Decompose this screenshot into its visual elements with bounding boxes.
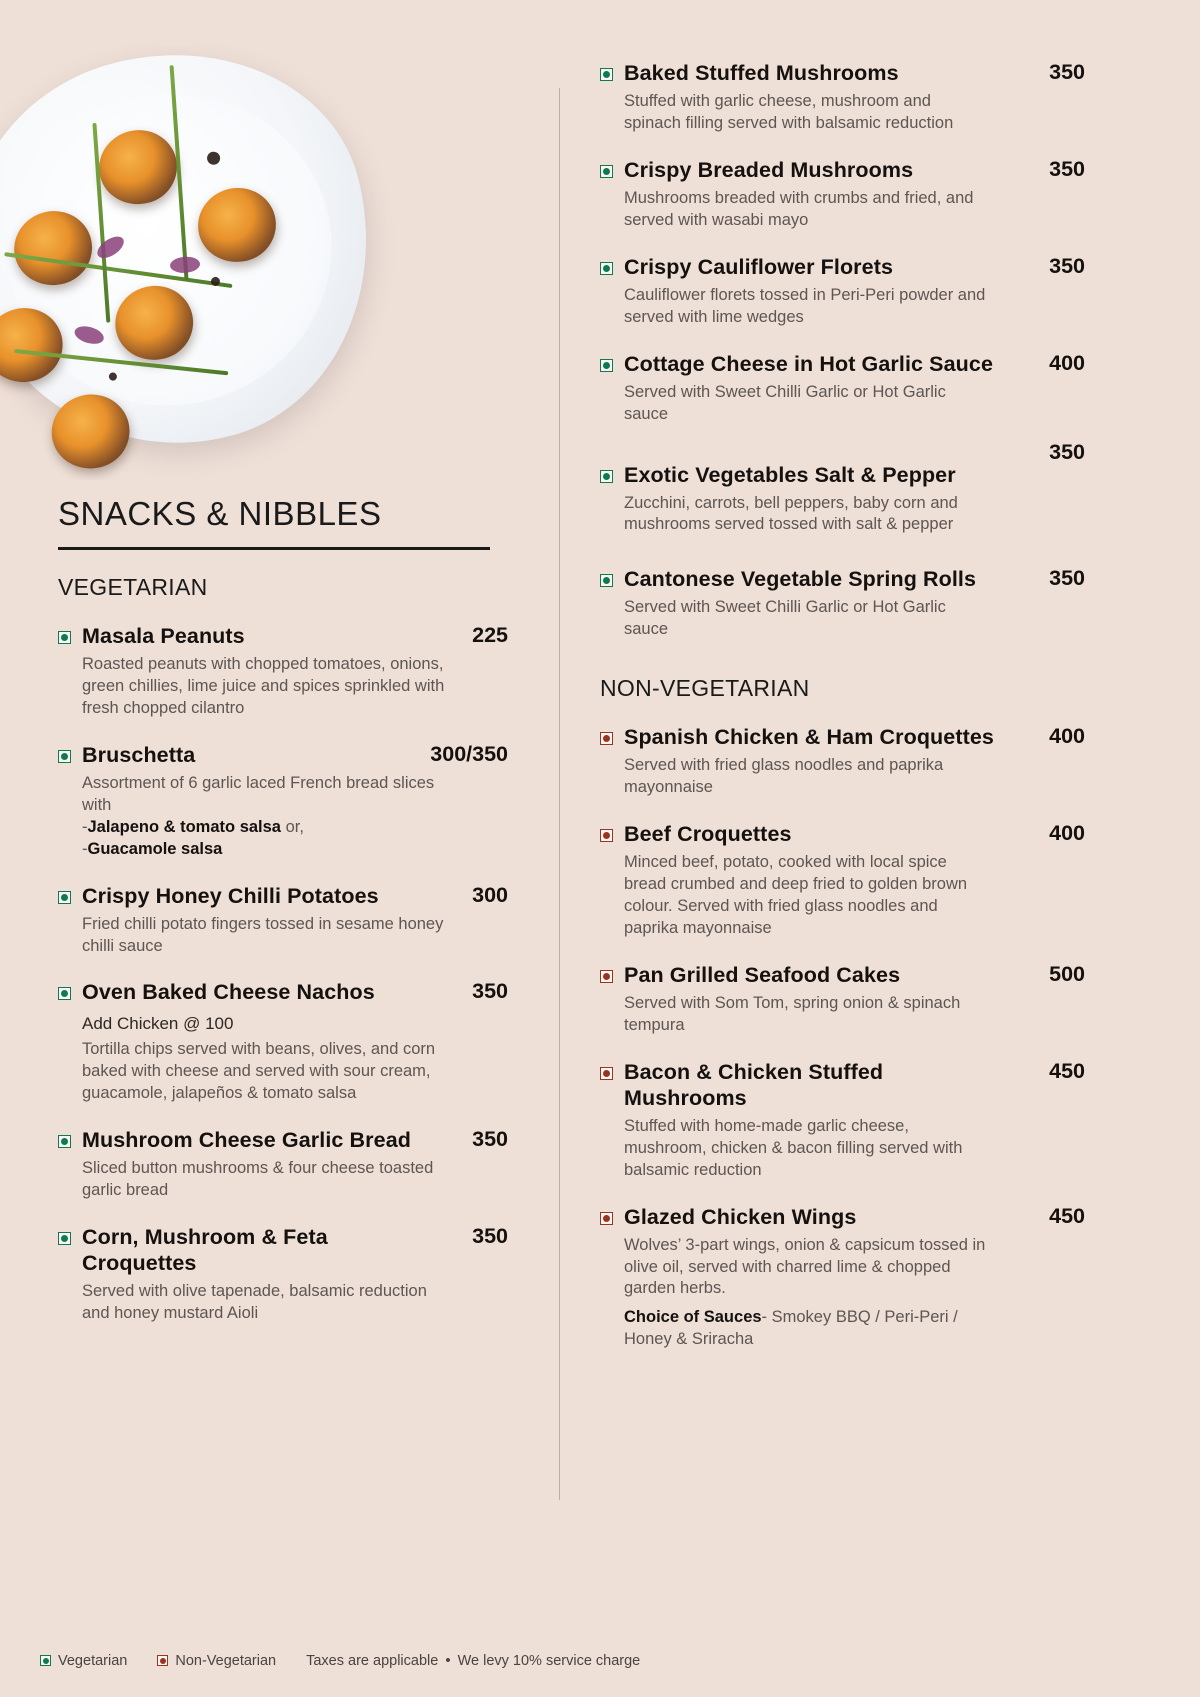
- non-vegetarian-marker-icon: [600, 1212, 613, 1225]
- menu-item-description: Stuffed with garlic cheese, mushroom and spinach filling served with balsamic reduction: [624, 92, 954, 132]
- menu-item-name: Crispy Breaded Mushrooms: [624, 157, 914, 182]
- legend-taxes-text: Taxes are applicable: [306, 1652, 439, 1669]
- menu-item-name: Crispy Cauliflower Florets: [624, 254, 894, 279]
- menu-item-price: 350: [472, 1127, 508, 1152]
- menu-item-description: Fried chilli potato fingers tossed in sesame honey chilli sauce: [82, 914, 444, 955]
- menu-item-header: [600, 439, 1085, 488]
- menu-item-description: Cauliflower florets tossed in Peri-Peri powder and served with lime wedges: [624, 285, 986, 326]
- menu-item-description: Roasted peanuts with chopped tomatoes, onions, green chillies, lime juice and spices sprinkled with fresh chopped cilantro: [82, 655, 445, 717]
- menu-item-price: 350: [1049, 253, 1085, 278]
- menu-item-header: [600, 821, 1085, 847]
- menu-item-description: Mushrooms breaded with crumbs and fried, and served with wasabi mayo: [624, 188, 974, 229]
- menu-item-name: Glazed Chicken Wings: [624, 1204, 857, 1229]
- section-heading-non-vegetarian: NON-VEGETARIAN: [600, 675, 810, 702]
- menu-item-name: Crispy Honey Chilli Potatoes: [82, 883, 379, 908]
- legend-non-vegetarian-label: Non-Vegetarian: [175, 1652, 277, 1669]
- menu-item-description: Zucchini, carrots, bell peppers, baby corn and mushrooms served tossed with salt & pepper: [624, 493, 958, 534]
- section-heading-vegetarian: VEGETARIAN: [58, 574, 208, 600]
- menu-item-addon-note: Add Chicken @ 100: [82, 1014, 234, 1034]
- vegetarian-marker-icon: [58, 750, 71, 763]
- menu-item-name: Bruschetta: [82, 742, 196, 767]
- menu-item-title-group: [58, 623, 432, 649]
- variant-name: Jalapeno & tomato salsa: [87, 817, 281, 836]
- menu-item-description: Served with olive tapenade, balsamic reduction and honey mustard Aioli: [82, 1282, 427, 1323]
- page-title: SNACKS & NIBBLES: [58, 495, 382, 532]
- left-column: [58, 495, 508, 1347]
- menu-item-title-group: [600, 724, 1009, 750]
- menu-item-name: Beef Croquettes: [624, 822, 792, 847]
- sauce-options-label: Choice of Sauces: [624, 1308, 762, 1327]
- menu-item-name: Pan Grilled Seafood Cakes: [624, 962, 901, 987]
- menu-item-price: 300/350: [430, 741, 508, 766]
- menu-item-title-group: [600, 351, 1009, 377]
- menu-item[interactable]: [58, 979, 508, 1105]
- menu-item-description: Served with Som Tom, spring onion & spinach tempura: [624, 993, 961, 1034]
- vegetarian-marker-icon: [600, 165, 613, 178]
- right-column: [600, 60, 1085, 1373]
- menu-item-name: Mushroom Cheese Garlic Bread: [82, 1128, 411, 1153]
- menu-item-header: [58, 742, 508, 768]
- menu-item-name: Exotic Vegetables Salt & Pepper: [624, 462, 956, 487]
- menu-item-price: 400: [1049, 821, 1085, 846]
- menu-item-price: 350: [1049, 439, 1085, 464]
- menu-item-name: Baked Stuffed Mushrooms: [624, 61, 899, 85]
- vegetarian-marker-icon: [40, 1655, 51, 1666]
- menu-item-title-group: [600, 1204, 1009, 1230]
- dish-photo: [0, 30, 430, 480]
- menu-item[interactable]: [600, 1204, 1085, 1352]
- menu-item-header: [600, 157, 1085, 183]
- plate-shape: [0, 30, 411, 480]
- menu-item-title-group: [600, 462, 1009, 488]
- menu-item-description: Sliced button mushrooms & four cheese toasted garlic bread: [82, 1159, 434, 1200]
- menu-item-title-group: [600, 566, 1009, 592]
- menu-item-price: 450: [1049, 1058, 1085, 1083]
- vegetarian-marker-icon: [600, 574, 613, 587]
- menu-item-header: [58, 1127, 508, 1153]
- menu-item[interactable]: [58, 1224, 508, 1325]
- menu-item-description: Served with Sweet Chilli Garlic or Hot Garlic sauce: [624, 382, 946, 423]
- non-vegetarian-marker-icon: [600, 1067, 613, 1080]
- menu-item[interactable]: [58, 742, 508, 861]
- non-vegetarian-marker-icon: [600, 732, 613, 745]
- sauce-options-text: - Smokey BBQ / Peri-Peri / Honey & Sriracha: [624, 1308, 958, 1349]
- vegetarian-marker-icon: [600, 262, 613, 275]
- vegetarian-marker-icon: [600, 470, 613, 483]
- vegetarian-marker-icon: [58, 1135, 71, 1148]
- menu-item-name: Cottage Cheese in Hot Garlic Sauce: [624, 351, 994, 376]
- menu-item[interactable]: [600, 821, 1085, 940]
- menu-item-name: Masala Peanuts: [82, 624, 245, 648]
- menu-item-price: 400: [1049, 350, 1085, 375]
- menu-item[interactable]: [600, 962, 1085, 1037]
- menu-item-price: 350: [472, 1224, 508, 1249]
- menu-item-price: 350: [472, 979, 508, 1004]
- vegetarian-marker-icon: [600, 68, 613, 81]
- menu-item[interactable]: [600, 60, 1085, 135]
- menu-item-name: Cantonese Vegetable Spring Rolls: [624, 567, 977, 592]
- menu-item[interactable]: [600, 254, 1085, 329]
- column-divider: [559, 88, 560, 1500]
- vegetarian-marker-icon: [58, 1232, 71, 1245]
- menu-item-description: Tortilla chips served with beans, olives, and corn baked with cheese and served with sour cream, guacamole, jalapeños & tomato salsa: [82, 1040, 436, 1103]
- menu-item[interactable]: [600, 157, 1085, 232]
- menu-item-price: 350: [1049, 156, 1085, 181]
- menu-item-title-group: [600, 821, 1009, 847]
- menu-item-title-group: [58, 742, 416, 768]
- menu-item-header: [600, 1204, 1085, 1230]
- menu-item-header: [600, 724, 1085, 750]
- menu-item-header: [58, 883, 508, 909]
- menu-item-header: [600, 60, 1085, 86]
- menu-item-variant-line: [82, 817, 508, 839]
- menu-item-header: [600, 1059, 1085, 1111]
- non-vegetarian-marker-icon: [600, 970, 613, 983]
- sauce-options: [624, 1307, 999, 1351]
- menu-item-price: 300: [472, 882, 508, 907]
- non-vegetarian-marker-icon: [600, 829, 613, 842]
- menu-item[interactable]: [58, 623, 508, 720]
- vegetarian-marker-icon: [58, 891, 71, 904]
- menu-item-price: 350: [1049, 60, 1085, 84]
- menu-item-description: Minced beef, potato, cooked with local spice bread crumbed and deep fried to golden brown colour. Served with fried glass noodles and paprika mayonnaise: [624, 853, 968, 937]
- legend-service-charge-text: We levy 10% service charge: [457, 1652, 641, 1669]
- vegetarian-marker-icon: [600, 359, 613, 372]
- menu-item[interactable]: [58, 1127, 508, 1202]
- variant-tail: or,: [280, 817, 304, 836]
- menu-item-header: [58, 1224, 508, 1276]
- legend-footer: [40, 1652, 640, 1669]
- menu-item-title-group: [600, 254, 1009, 280]
- menu-item-header: [600, 566, 1085, 592]
- vegetarian-marker-icon: [58, 987, 71, 1000]
- menu-item-price: 400: [1049, 724, 1085, 749]
- menu-item-header: [58, 623, 508, 649]
- legend-vegetarian-label: Vegetarian: [58, 1652, 128, 1669]
- menu-item-variant-line: [82, 839, 508, 861]
- non-vegetarian-marker-icon: [157, 1655, 168, 1666]
- menu-item[interactable]: [600, 566, 1085, 641]
- menu-item-name: Spanish Chicken & Ham Croquettes: [624, 725, 994, 750]
- title-underline: [58, 547, 490, 550]
- menu-item[interactable]: [58, 883, 508, 958]
- menu-item-price: 450: [1049, 1203, 1085, 1228]
- menu-item[interactable]: [600, 351, 1085, 426]
- menu-item-price: 350: [1049, 566, 1085, 591]
- menu-item[interactable]: [600, 724, 1085, 799]
- menu-item-name: Oven Baked Cheese Nachos: [82, 980, 375, 1005]
- menu-item-description: Assortment of 6 garlic laced French bread slices with: [82, 773, 435, 814]
- legend-bullet: •: [445, 1652, 451, 1669]
- menu-item-title-group: [58, 883, 432, 909]
- menu-item-price: 500: [1049, 961, 1085, 986]
- menu-item-header: [600, 254, 1085, 280]
- menu-item-name: Corn, Mushroom & Feta Croquettes: [82, 1225, 328, 1276]
- variant-dash: -: [82, 839, 88, 858]
- menu-item-header: [600, 351, 1085, 377]
- menu-item-title-group: [600, 962, 1009, 988]
- menu-item[interactable]: [600, 1059, 1085, 1182]
- vegetarian-marker-icon: [58, 631, 71, 644]
- menu-item-description: Served with fried glass noodles and paprika mayonnaise: [624, 756, 944, 797]
- menu-item-name: Bacon & Chicken Stuffed Mushrooms: [624, 1059, 884, 1110]
- menu-item-header: [58, 979, 508, 1005]
- menu-item-title-group: [58, 979, 432, 1005]
- menu-item[interactable]: [600, 439, 1085, 537]
- variant-dash: -: [82, 817, 88, 836]
- menu-item-title-group: [600, 1059, 1009, 1111]
- menu-item-description: Served with Sweet Chilli Garlic or Hot Garlic sauce: [624, 598, 946, 639]
- variant-name: Guacamole salsa: [87, 839, 223, 858]
- menu-item-title-group: [58, 1127, 432, 1153]
- menu-item-header: [600, 962, 1085, 988]
- menu-item-description: Stuffed with home-made garlic cheese, mushroom, chicken & bacon filling served with balsamic reduction: [624, 1116, 963, 1179]
- menu-item-price: 225: [472, 623, 508, 647]
- menu-item-title-group: [600, 157, 1009, 183]
- menu-item-description: Wolves’ 3-part wings, onion & capsicum tossed in olive oil, served with charred lime & chopped garden herbs.: [624, 1235, 986, 1298]
- menu-item-title-group: [600, 60, 1009, 86]
- menu-item-title-group: [58, 1224, 432, 1276]
